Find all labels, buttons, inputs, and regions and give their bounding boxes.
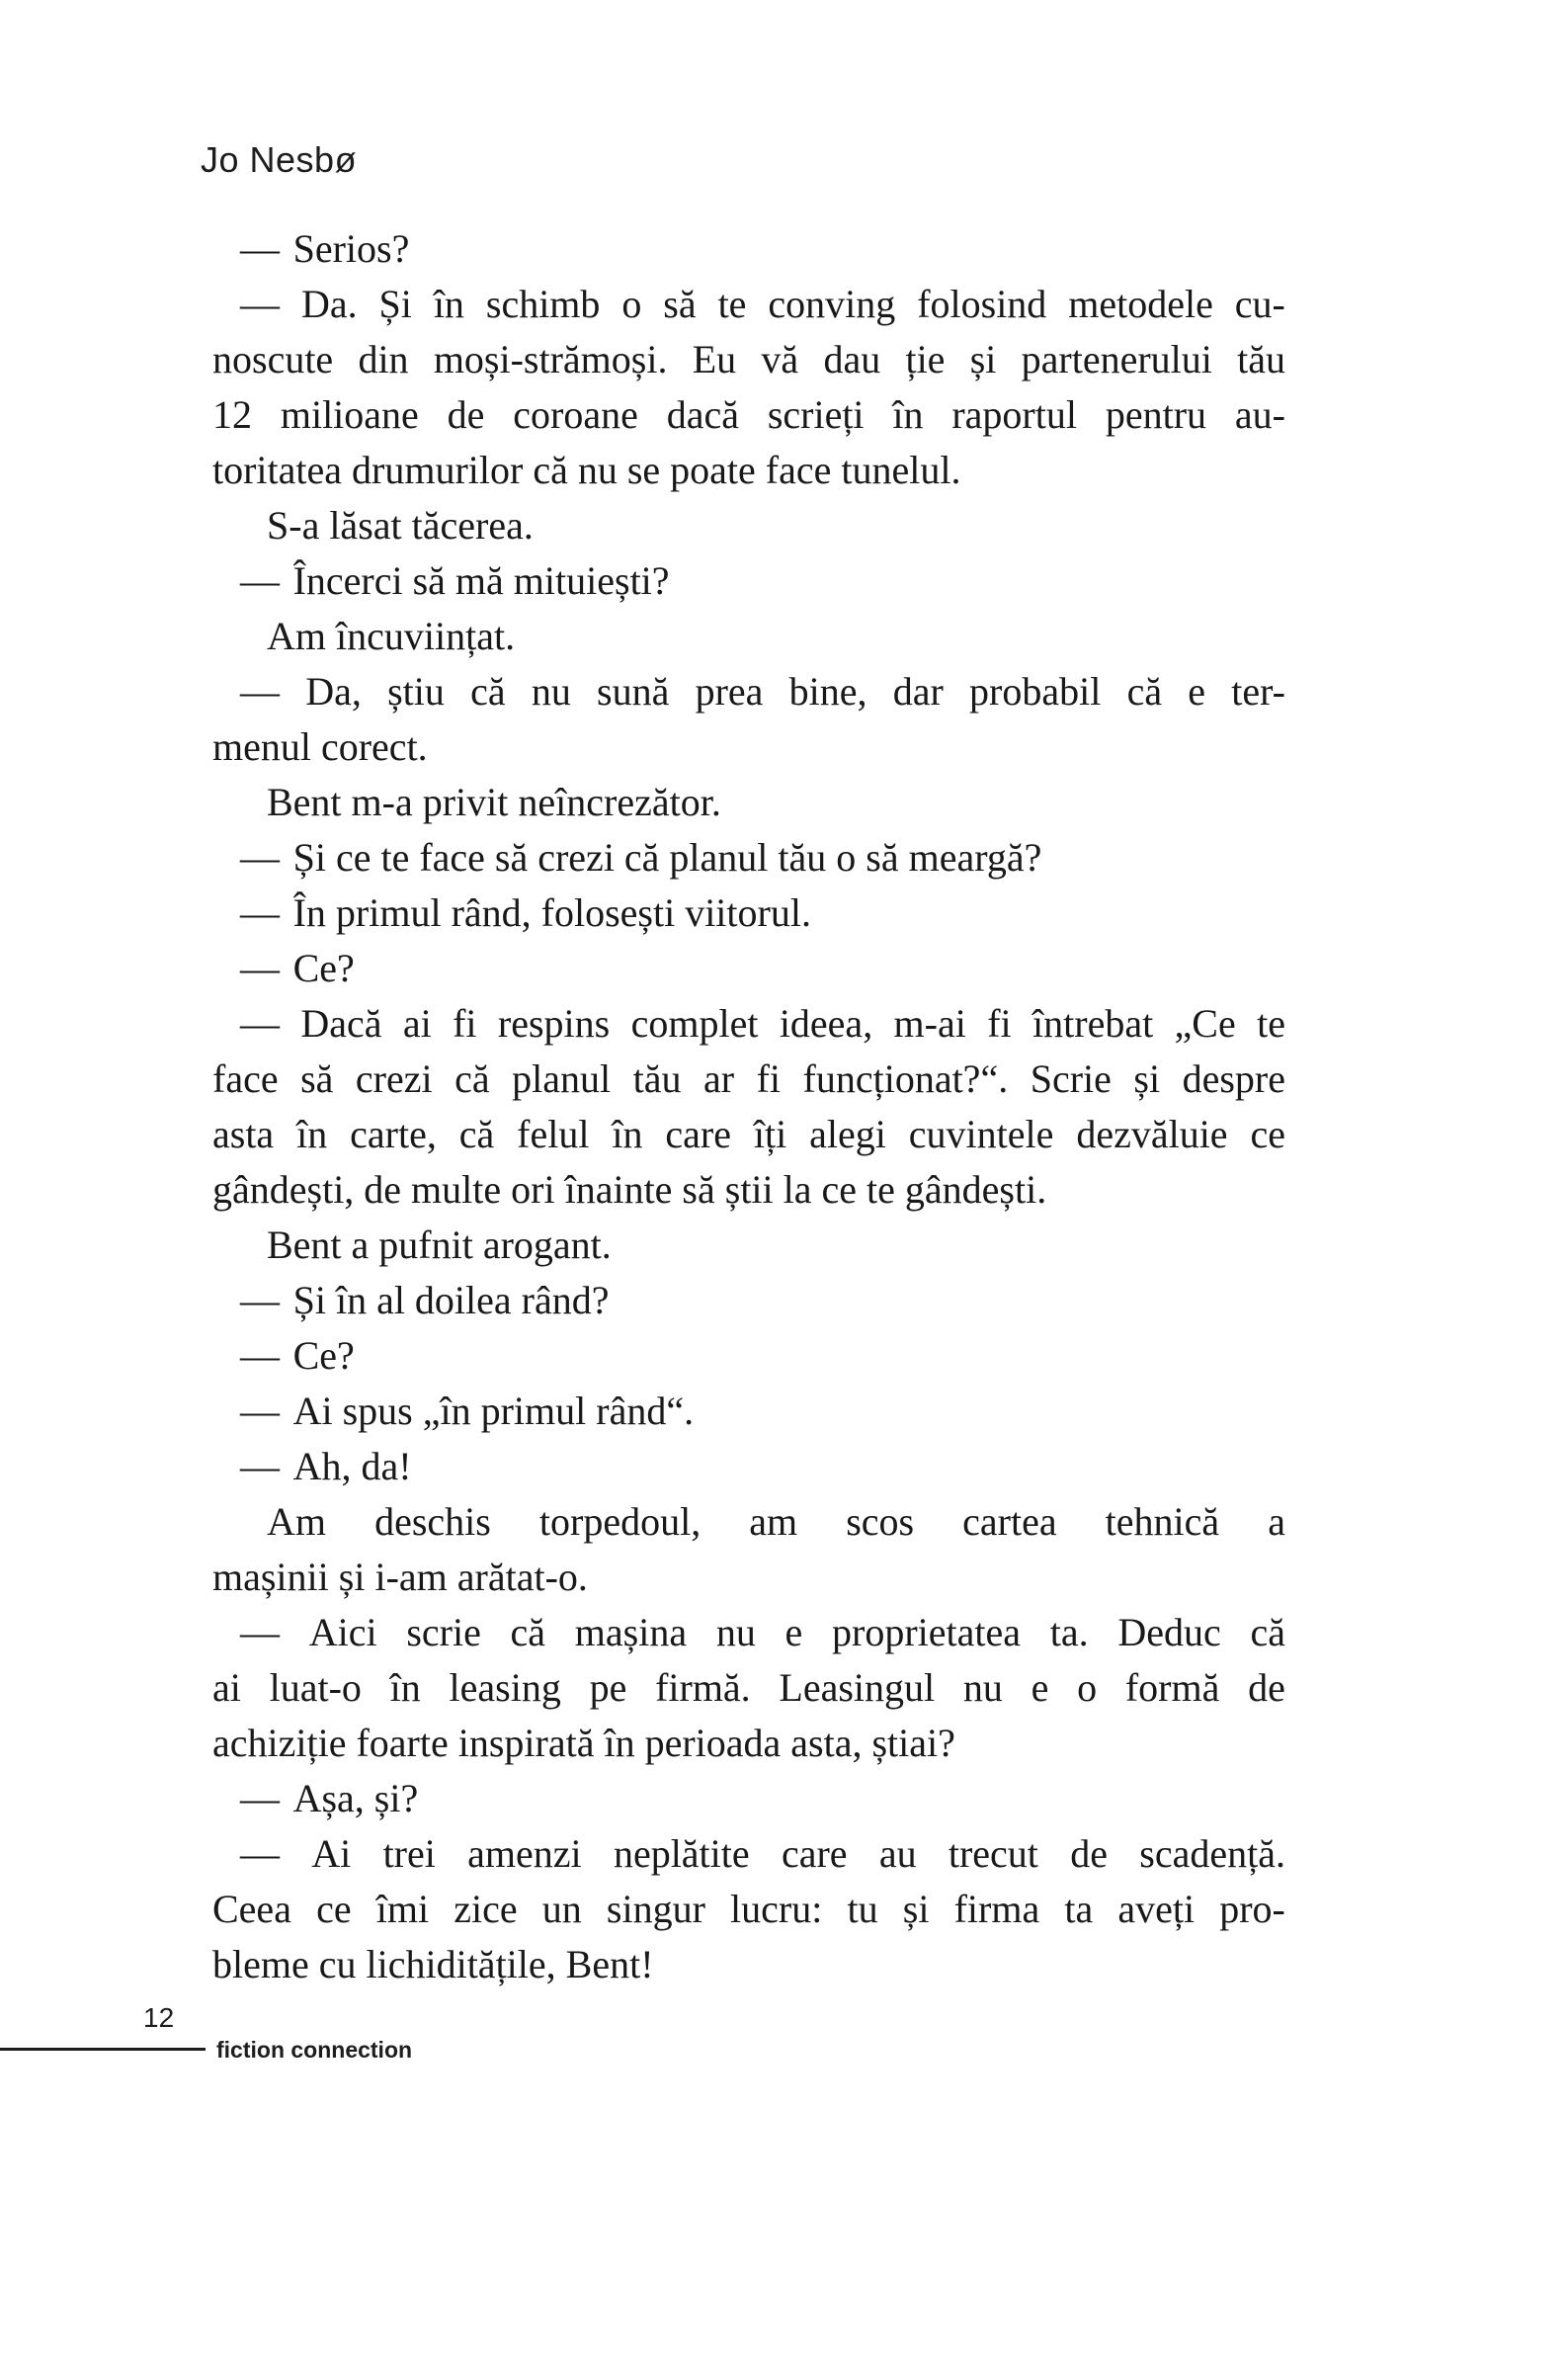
word: în [612,1112,643,1156]
word: crezi [355,1056,433,1101]
body-text [212,221,1285,1992]
word: din [358,337,409,381]
word: Ceea [212,1887,291,1931]
word: mașina [574,1610,688,1654]
word: îmi [375,1887,430,1931]
word: face [212,1056,279,1101]
word: dacă [666,392,739,437]
word: ter- [1231,669,1285,714]
text-line [212,1494,1285,1550]
word: care [781,1831,848,1876]
word: Scrie [1030,1056,1112,1101]
word: amenzi [467,1831,582,1876]
word: Leasingul [779,1665,936,1710]
word: Dacă [300,1001,382,1046]
word: formă [1124,1665,1220,1710]
text-line: — Ce? [240,1333,355,1378]
word: Eu [692,337,737,381]
word: de [1248,1665,1285,1710]
word: lucru: [730,1887,823,1931]
word: cartea [962,1499,1057,1544]
word: Deduc [1117,1610,1221,1654]
word: fi [756,1056,782,1101]
word: leasing [449,1665,561,1710]
text-line [212,664,1285,719]
footer-rule [0,2048,206,2051]
word: schimb [485,282,601,326]
word: care [665,1112,731,1156]
word: cuvintele [908,1112,1054,1156]
text-line: — Și ce te face să crezi că planul tău o să meargă? [240,835,1042,880]
text-line: — Serios? [240,226,410,271]
word: te [1257,1001,1285,1046]
word: ta. [1049,1610,1089,1654]
word: ideea, [779,1001,873,1046]
word: folosind [917,282,1047,326]
em-dash: — [240,1610,280,1654]
word: nu [531,669,571,714]
word: nu [715,1610,756,1654]
word: o [1077,1665,1098,1710]
word: probabil [969,669,1102,714]
word: ce [1250,1112,1285,1156]
word: Da, [305,669,362,714]
word: au [878,1831,917,1876]
word: respins [497,1001,611,1046]
word: m-ai [893,1001,966,1046]
word: am [749,1499,798,1544]
word: deschis [374,1499,491,1544]
text-line [212,996,1285,1052]
word: tău [632,1056,682,1101]
word: Da. [300,282,358,326]
text-line: — Așa, și? [240,1776,419,1820]
word: ai [212,1665,241,1710]
word: fi [987,1001,1012,1046]
em-dash: — [240,282,280,326]
word: noscute [212,337,334,381]
em-dash: — [240,835,280,880]
word: „Ce [1174,1001,1236,1046]
text-line [212,332,1285,387]
word: Și [378,282,412,326]
word: firma [953,1887,1040,1931]
word: scadență. [1139,1831,1285,1876]
word: și [1133,1056,1161,1101]
text-line: S-a lăsat tăcerea. [267,503,534,548]
text-line [212,1882,1285,1937]
em-dash: — [240,669,280,714]
word: pro- [1219,1887,1285,1931]
text-line [212,1605,1285,1660]
text-line: mașinii și i-am arătat-o. [212,1555,588,1599]
word: tău [1237,337,1285,381]
word: de [1070,1831,1108,1876]
word: Ai [311,1831,352,1876]
word: și [969,337,997,381]
imprint-label: fiction connection [216,2037,413,2063]
word: ar [703,1056,735,1101]
em-dash: — [240,1831,280,1876]
word: scrie [406,1610,481,1654]
word: scos [846,1499,915,1544]
word: în [389,1665,421,1710]
word: întrebat [1032,1001,1154,1046]
word: metodele [1068,282,1213,326]
text-line: — Și în al doilea rând? [240,1278,610,1322]
word: dau [823,337,881,381]
text-line: — Ce? [240,946,355,990]
word: că [458,1112,495,1156]
text-line: Am încuviințat. [267,614,516,658]
text-line [212,277,1285,332]
word: a [1268,1499,1285,1544]
word: nu [962,1665,1003,1710]
em-dash: — [240,1389,280,1433]
word: Aici [308,1610,377,1654]
word: tu [847,1887,878,1931]
text-line: toritatea drumurilor că nu se poate face tunelul. [212,448,961,492]
text-line [212,1052,1285,1107]
word: fi [453,1001,477,1046]
em-dash: — [240,1776,280,1820]
word: știu [387,669,445,714]
word: că [454,1056,490,1101]
word: în [296,1112,328,1156]
word: să [300,1056,334,1101]
word: coroane [513,392,638,437]
em-dash: — [240,1001,280,1046]
word: torpedoul, [538,1499,701,1544]
word: alegi [809,1112,886,1156]
em-dash: — [240,1444,280,1488]
word: scrieți [767,392,865,437]
text-line: — Încerci să mă mituiești? [240,558,670,603]
word: ta [1064,1887,1094,1931]
word: complet [630,1001,759,1046]
text-line: Bent a pufnit arogant. [267,1223,612,1267]
word: zice [454,1887,518,1931]
word: un [541,1887,582,1931]
em-dash: — [240,946,280,990]
word: conving [768,282,896,326]
word: neplătite [613,1831,750,1876]
page-number: 12 [143,2002,175,2033]
word: 12 [212,392,252,437]
text-line: Bent m-a privit neîncrezător. [267,780,721,824]
word: aveți [1117,1887,1196,1931]
word: sună [597,669,670,714]
word: proprietatea [832,1610,1022,1654]
word: luat-o [269,1665,362,1710]
word: singur [606,1887,705,1931]
word: că [1250,1610,1285,1654]
word: de [447,392,485,437]
word: e [1188,669,1206,714]
text-line: gândești, de multe ori înainte să știi la ce te gândești. [212,1167,1047,1212]
text-line: menul corect. [212,724,428,769]
word: pe [589,1665,627,1710]
word: tehnică [1105,1499,1220,1544]
word: au- [1234,392,1285,437]
text-line: bleme cu lichiditățile, Bent! [212,1942,654,1986]
word: vă [761,337,799,381]
word: dezvăluie [1076,1112,1228,1156]
word: milioane [280,392,419,437]
text-line [212,1107,1285,1162]
word: cu- [1234,282,1285,326]
em-dash: — [240,1333,280,1378]
word: te [717,282,747,326]
word: o [621,282,642,326]
word: ce [316,1887,352,1931]
word: raportul [951,392,1077,437]
word: și [902,1887,930,1931]
word: că [510,1610,546,1654]
word: Am [267,1499,326,1544]
word: că [1126,669,1163,714]
text-line: — Ai spus „în primul rând“. [240,1389,695,1433]
word: partenerului [1021,337,1212,381]
em-dash: — [240,1278,280,1322]
word: e [1031,1665,1049,1710]
text-line [212,1826,1285,1882]
word: prea [695,669,764,714]
word: îți [753,1112,787,1156]
text-line [212,1660,1285,1716]
word: trei [382,1831,436,1876]
word: planul [512,1056,612,1101]
word: ție [905,337,946,381]
text-line: — În primul rând, folosești viitorul. [240,890,811,935]
word: că [470,669,506,714]
running-header: Jo Nesbø [201,139,358,180]
word: felul [517,1112,590,1156]
word: firmă. [655,1665,751,1710]
word: pentru [1105,392,1207,437]
text-line: achiziție foarte inspirată în perioada asta, știai? [212,1721,955,1765]
word: în [433,282,464,326]
word: dar [892,669,944,714]
word: să [663,282,697,326]
word: în [892,392,924,437]
word: e [784,1610,803,1654]
word: ai [402,1001,432,1046]
text-line [212,387,1285,443]
word: carte, [350,1112,437,1156]
word: asta [212,1112,275,1156]
em-dash: — [240,226,280,271]
em-dash: — [240,890,280,935]
word: bine, [788,669,867,714]
em-dash: — [240,558,280,603]
word: trecut [948,1831,1038,1876]
word: moși-strămoși. [433,337,668,381]
word: funcționat?“. [802,1056,1009,1101]
word: despre [1182,1056,1285,1101]
text-line: — Ah, da! [240,1444,412,1488]
